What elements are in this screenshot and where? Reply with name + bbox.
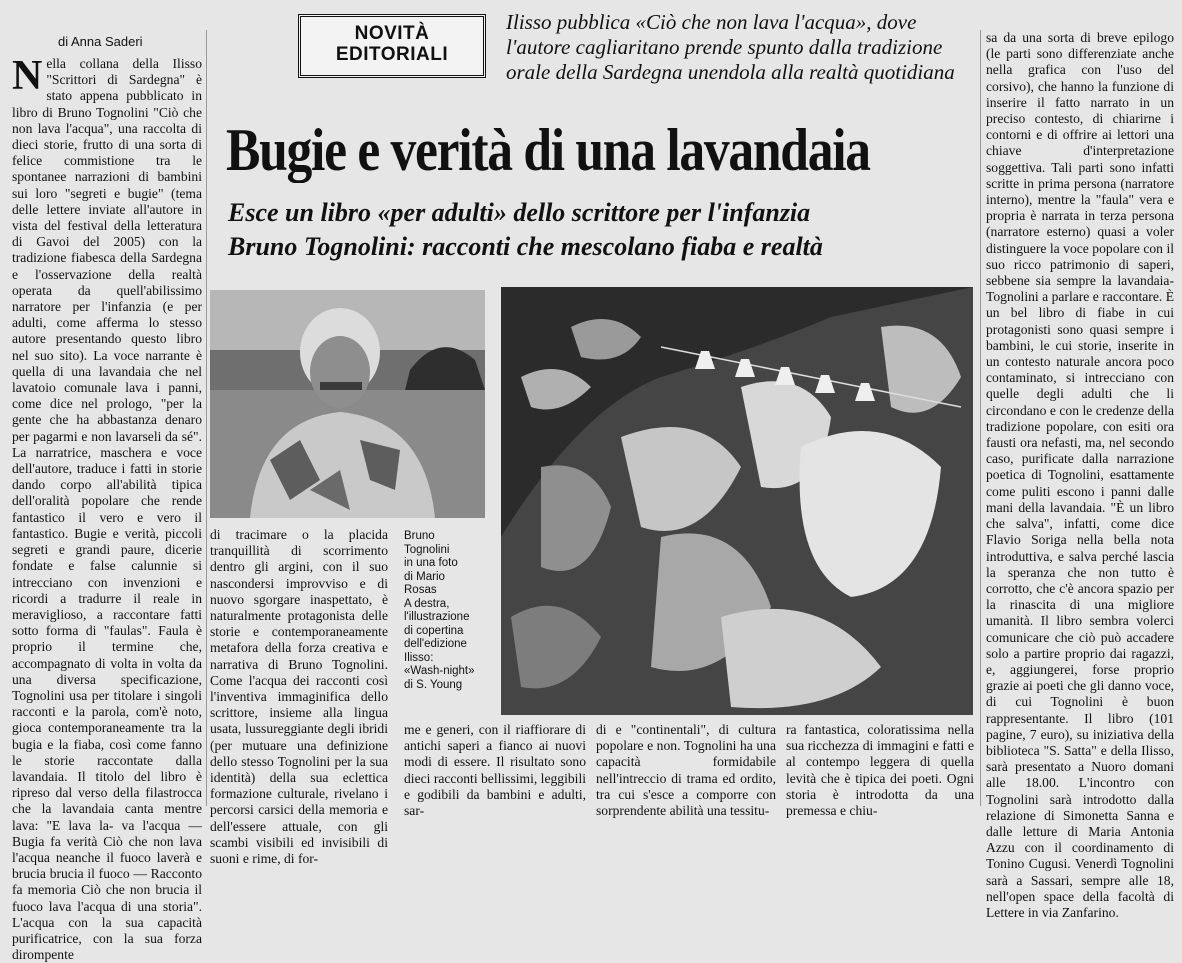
article-column-1	[12, 53, 202, 963]
column-1-text: ella collana della Ilisso "Scrittori di Sardegna" è stato appena pubblicato in libro di Bruno Tognolini "Ciò che non lava l'acqua", una raccolta di dieci storie, frutto di una sorta di felice commistione tra le spontanee narrazioni di bambini sui loro "segreti e bugie" (tema delle lettere inviate all'autore in vista del festival della letteratura di Gavoi del 2005) con la tradizione fiabesca della Sardegna e l'osservazione della realtà operata da quell'abilissimo narratore per l'infanzia (e per adulti, come afferma lo stesso autore presentando questo libro nel suo sito). La voce narrante è quella di una lavandaia che nel lavatoio comunale lava i panni, come dice nel prologo, "per la gente che ha abbastanza denaro per pagarmi e non lavarseli da sé". La narratrice, maschera e voce dell'autore, traduce i fatti in storie dando corpo all'abilità tipica dell'oralità popolare che rende fantastico il vero e vero il fantastico. Bugie e verità, piccoli segreti e grandi paure, dicerie fondate e false calunnie si intrecciano con invenzioni e ricordi a tradurre il reale in meraviglioso, a raccontare fatti sotto forma di "faulas". Faula è proprio il termine che, accompagnato di volta in volta da una diversa specificazione, Tognolini usa per titolare i singoli racconti e la parola, com'è noto, gioca contemporaneamente tra la bugia e la fiaba, così come fanno le storie raccontate dalla lavandaia. Il titolo del libro è ripreso dal verso della filastrocca che la lavandaia canta mentre lava: "E lava la- va l'acqua — Bugia fa verità Ciò che non lava l'acqua neanche il fuoco laverà e brucia brucia il fuoco — Racconto fa memoria Ciò che non brucia il fuoco lava l'acqua di una storia". L'acqua con la sua capacità purificatrice, con la sua forza dirompente	[12, 56, 202, 963]
subhead-line-2: Bruno Tognolini: racconti che mescolano fiaba e realtà	[228, 232, 823, 261]
column-3a-text: me e generi, con il riaffiorare di antichi saperi a fianco ai nuovi modi di essere. Il risultato sono dieci racconti bellissimi, leggibili e godibili da bambini e adulti, sar-	[404, 722, 586, 819]
column-4-text: sa da una sorta di breve epilogo (le parti sono differenziate anche nella grafica con l'uso del corsivo), che hanno la funzione di inserire il fatto narrato in un preciso contesto, di chiarirne i contorni e di offrire ai lettori una chiave d'interpretazione soggettiva. Tali parti sono infatti scritte in prima persona (narratore interno), mentre la "faula" vera e propria è narrata in terza persona (narratore esterno) quasi a voler distinguere la voce popolare con il suo ricco patrimonio di saperi, sebbene sia sempre la lavandaia-Tognolini a parlare e raccontare. È un bel libro di fiabe in cui protagonisti sono quasi sempre i bambini, le cui storie, inserite in un contesto naturale ancora poco contaminato, si intrecciano con quelle degli adulti che li circondano e con le credenze della tradizione popolare, con esiti ora fausti ora nefasti, ma, nel secondo caso, purificate dalla narrazione poetica di Tognolini, esattamente come puliti escono i panni dalle mani della lavandaia. "È un libro che salva", infatti, come dice Flavio Soriga nella bella nota introduttiva, e salva perché lascia la speranza che non tutto è corrotto, che c'è ancora spazio per la rinascita di una migliore umanità. Il libro sembra volerci comunicare che ciò può accadere solo a partire proprio dai ragazzi, e, aggiungerei, forse proprio grazie ai poeti che gli danno voce, di cui Tognolini è buon rappresentante. Il libro (101 pagine, 7 euro), su iniziativa della biblioteca "S. Satta" e della Ilisso, sarà presentato a Nuoro domani alle 18.00. L'incontro con Tognolini sarà introdotto dalla relazione di Simonetta Sanna e dalle letture di Maria Antonia Azzu con il coordinamento di Tonino Cugusi. Venerdì Tognolini sarà a Sassari, sempre alle 18, nell'open space della facoltà di Lettere in via Zanfarino.	[986, 30, 1174, 920]
caption-line: di S. Young	[404, 678, 463, 691]
author-photo	[210, 290, 485, 518]
column-divider	[980, 30, 981, 806]
column-3b-text: di e "continentali", di cultura popolare e non. Tognolini ha una capacità formidabile nell'intreccio di trama ed ordito, tra cui s'esce a comporre con sorprendente abilità una tessitu-	[596, 722, 776, 819]
caption-line: l'illustrazione	[404, 611, 470, 623]
caption-line: di copertina	[404, 624, 464, 637]
caption-line: A destra,	[404, 597, 450, 610]
column-3c-text: ra fantastica, coloratissima nella sua ricchezza di immagini e fatti e al contempo leggera di quella levità che è tipica dei poeti. Ogni storia è introdotta da una premessa e chiu-	[786, 722, 974, 819]
article-column-3b	[596, 722, 776, 819]
author-photo-illustration	[210, 290, 485, 518]
subhead	[228, 196, 823, 264]
article-column-3c	[786, 722, 974, 819]
column-divider	[206, 30, 207, 806]
cover-illustration	[501, 287, 973, 715]
badge-line-1: NOVITÀ	[354, 23, 430, 44]
photo-caption	[404, 530, 499, 692]
caption-line: Tognolini	[404, 543, 450, 556]
column-2-text: di tracimare o la placida tranquillità di scorrimento dentro gli argini, con il suo nascondersi improvviso e di nuovo sgorgare inaspettato, è naturalmente protagonista delle storie e contemporaneamente metafora della forza creativa e narrativa di Bruno Tognolini. Come l'acqua dei racconti così l'inventiva immaginifica dello scrittore, insieme alla lingua usata, lussureggiante degli ibridi (per mutuare una definizione dello stesso Tognolini per la sua identità) della sua eclettica formazione culturale, rivelano i percorsi carsici della memoria e dell'essere attuale, con gli scambi visibili ed invisibili di suoni e rime, di for-	[210, 527, 388, 867]
caption-line: Rosas	[404, 584, 437, 596]
article-column-2	[210, 527, 388, 867]
kicker-line-1: Ilisso pubblica «Ciò che non lava l'acqua», dove	[506, 10, 917, 34]
subhead-line-1: Esce un libro «per adulti» dello scrittore per l'infanzia	[228, 198, 811, 227]
headline: Bugie e verità di una lavandaia	[226, 117, 870, 183]
article-column-4	[986, 30, 1174, 920]
section-badge	[298, 14, 486, 78]
kicker-line-2: l'autore cagliaritano prende spunto dalla tradizione	[506, 35, 943, 59]
caption-line: in una foto	[404, 557, 458, 569]
kicker-line-3: orale della Sardegna unendola alla realtà quotidiana	[506, 60, 955, 84]
caption-line: «Wash-night»	[404, 665, 475, 677]
author-byline: di Anna Saderi	[58, 34, 143, 49]
article-column-3a	[404, 722, 586, 819]
badge-line-2: EDITORIALI	[335, 44, 449, 65]
drop-cap: N	[12, 53, 43, 99]
cover-illustration-artwork	[501, 287, 973, 715]
caption-line: di Mario	[404, 570, 445, 583]
caption-line: Ilisso:	[404, 651, 434, 664]
caption-line: Bruno	[404, 530, 435, 542]
kicker	[506, 10, 976, 85]
caption-line: dell'edizione	[404, 638, 467, 650]
